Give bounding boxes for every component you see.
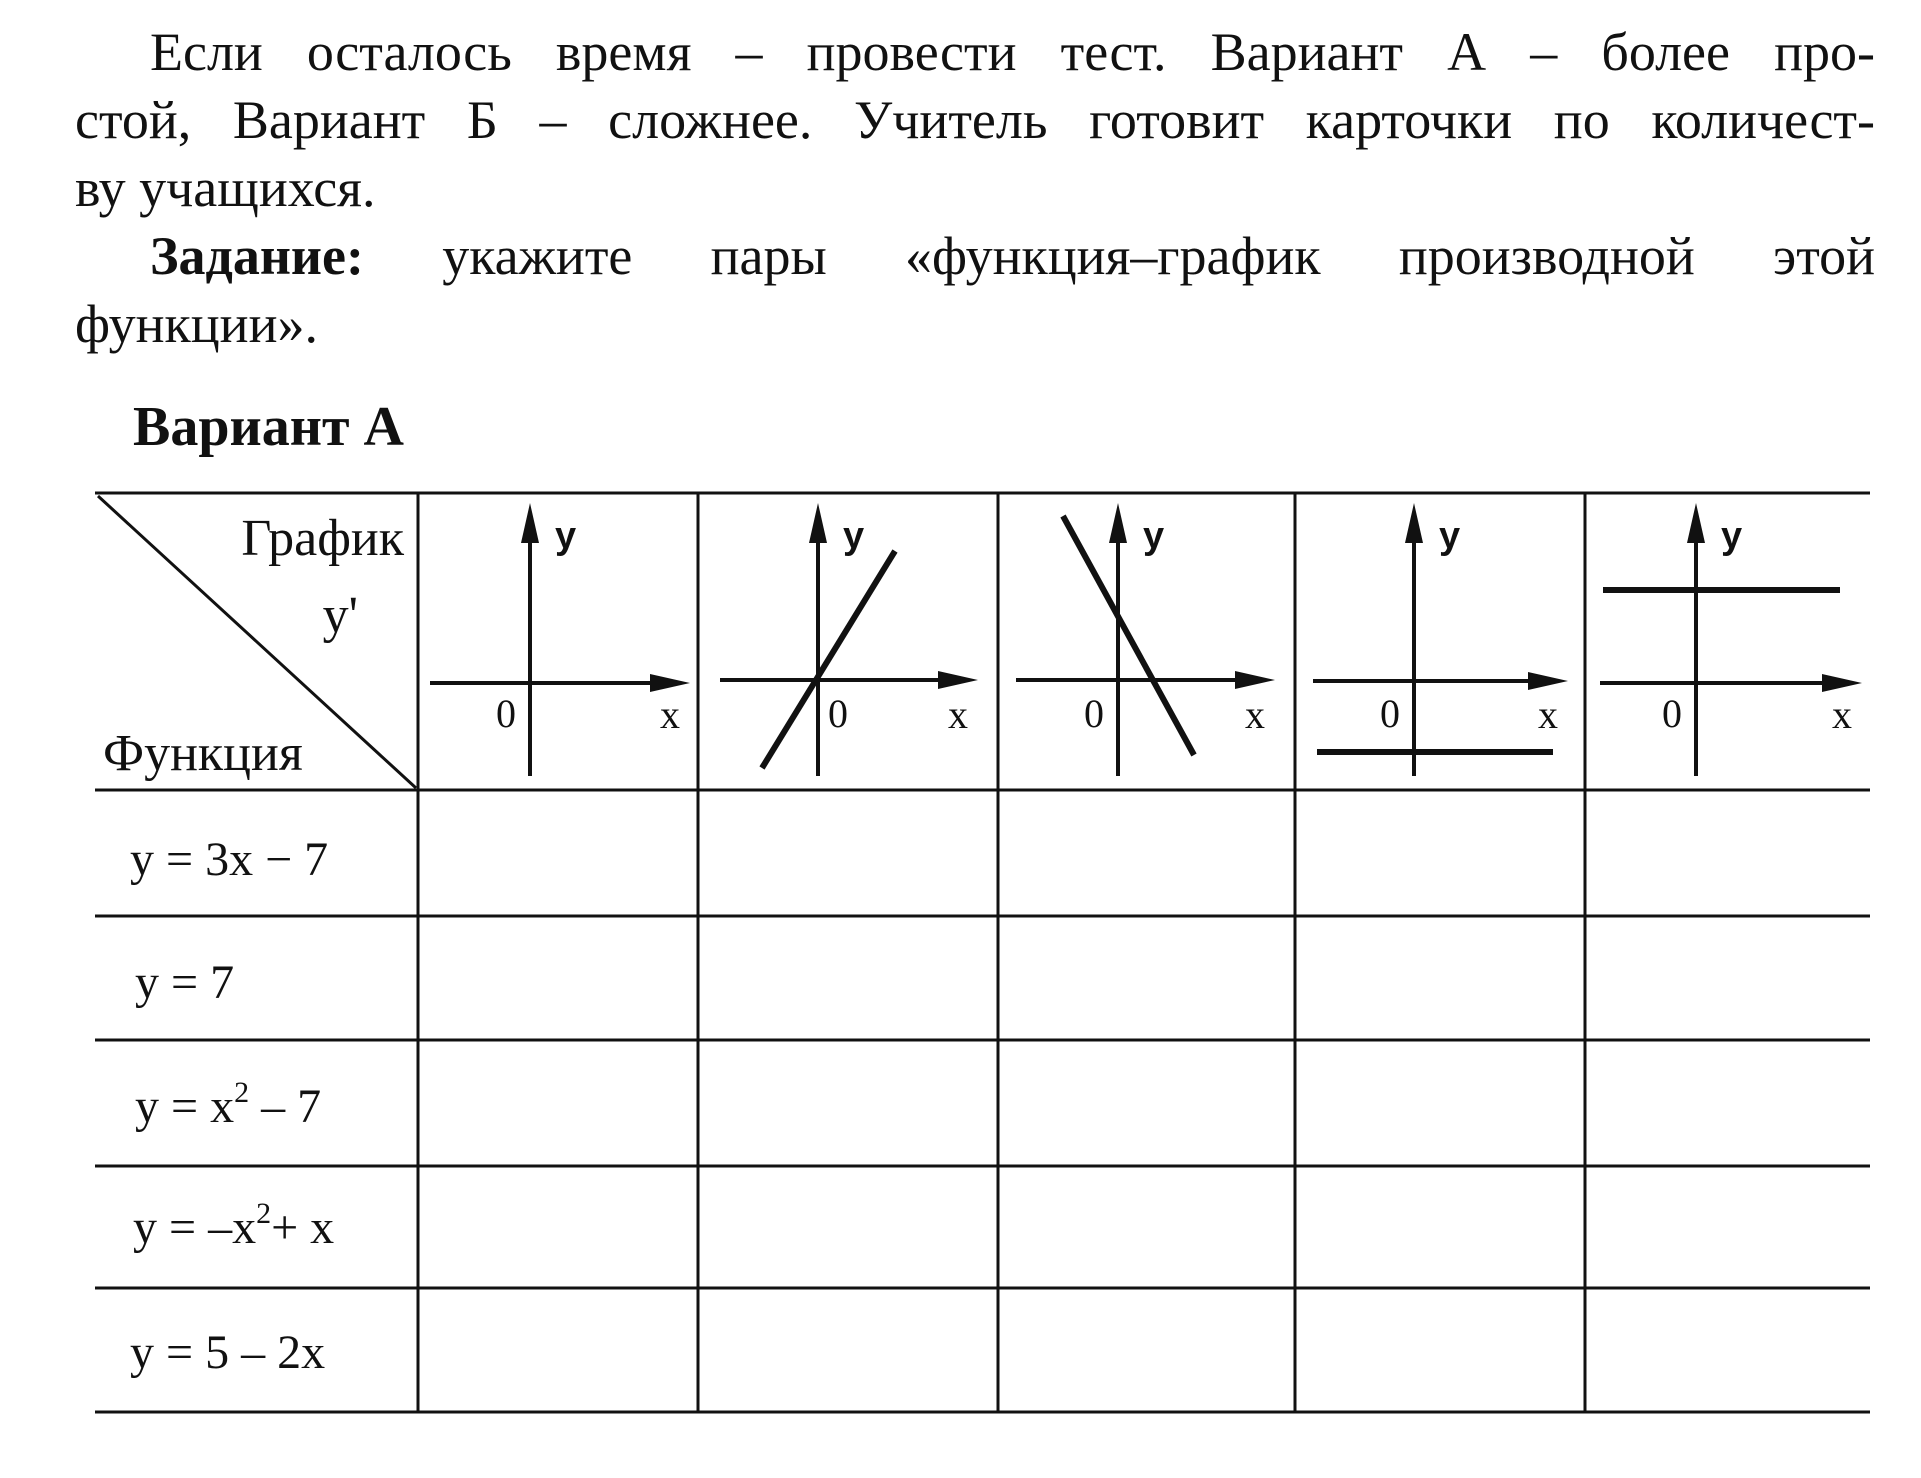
function-row-4 — [133, 1197, 334, 1254]
answer-cell-r2-c5[interactable] — [1587, 918, 1868, 1038]
graph-4-x-label: x — [1538, 692, 1558, 737]
answer-cell-r5-c3[interactable] — [1000, 1290, 1293, 1410]
graph-2-y-arrow-icon — [809, 503, 827, 543]
graph-5-y-arrow-icon — [1687, 503, 1705, 543]
graph-1-y-label: y — [555, 515, 577, 557]
graph-5-origin-label: 0 — [1662, 691, 1682, 736]
answer-cell-r1-c2[interactable] — [700, 792, 996, 914]
function-row-5: y = 5 – 2x — [130, 1326, 326, 1379]
task-line-2: функции». — [75, 294, 318, 354]
graph-4-origin-label: 0 — [1380, 691, 1400, 736]
graph-3-x-arrow-icon — [1235, 671, 1275, 689]
answer-cell-r5-c4[interactable] — [1297, 1290, 1583, 1410]
intro-line-1: Если осталось время – провести тест. Вариант А – более про- — [150, 22, 1875, 82]
function-row-3-base: y = x — [135, 1080, 235, 1133]
answer-cell-r2-c4[interactable] — [1297, 918, 1583, 1038]
graph-1-x-label: x — [660, 692, 680, 737]
function-row-3-tail: – 7 — [249, 1080, 322, 1133]
answer-cell-r1-c3[interactable] — [1000, 792, 1293, 914]
answer-cell-r4-c5[interactable] — [1587, 1168, 1868, 1286]
answer-cell-r5-c1[interactable] — [420, 1290, 696, 1410]
answer-cell-r3-c5[interactable] — [1587, 1042, 1868, 1164]
graph-4-x-arrow-icon — [1528, 672, 1568, 690]
answer-cell-r3-c1[interactable] — [420, 1042, 696, 1164]
function-row-2: y = 7 — [135, 956, 235, 1009]
graph-3-y-arrow-icon — [1109, 503, 1127, 543]
graph-1-y-arrow-icon — [521, 503, 539, 543]
intro-line-3: ву учащихся. — [75, 158, 376, 218]
corner-top-sublabel: y' — [322, 587, 358, 644]
derivative-graphs — [430, 503, 1862, 776]
answer-cell-r4-c4[interactable] — [1297, 1168, 1583, 1286]
graph-4-y-label: y — [1439, 515, 1461, 557]
graph-2-y-label: y — [843, 515, 865, 557]
answer-cell-r1-c4[interactable] — [1297, 792, 1583, 914]
answer-cell-r3-c4[interactable] — [1297, 1042, 1583, 1164]
function-row-4-exponent: 2 — [256, 1197, 272, 1230]
function-row-4-tail: + x — [271, 1201, 335, 1254]
answer-cell-r4-c1[interactable] — [420, 1168, 696, 1286]
answer-cell-r3-c2[interactable] — [700, 1042, 996, 1164]
graph-1-x-arrow-icon — [650, 674, 690, 692]
graph-3-origin-label: 0 — [1084, 691, 1104, 736]
answer-cell-r2-c2[interactable] — [700, 918, 996, 1038]
graph-3-falling-line-icon — [1016, 503, 1275, 776]
answer-cell-r2-c3[interactable] — [1000, 918, 1293, 1038]
answer-cell-r5-c2[interactable] — [700, 1290, 996, 1410]
answer-cell-r4-c3[interactable] — [1000, 1168, 1293, 1286]
graph-4-negative-constant-icon — [1313, 503, 1568, 776]
function-row-3 — [135, 1076, 321, 1133]
intro-line-2: стой, Вариант Б – сложнее. Учитель готовит карточки по количест- — [75, 90, 1875, 150]
graph-1-origin-label: 0 — [496, 691, 516, 736]
function-row-1: y = 3x − 7 — [130, 833, 329, 886]
graph-2-x-label: x — [948, 692, 968, 737]
graph-4-y-arrow-icon — [1405, 503, 1423, 543]
corner-header — [103, 510, 405, 782]
function-row-4-base: y = –x — [133, 1201, 257, 1254]
task-label: Задание: — [150, 226, 364, 286]
answer-cell-r3-c3[interactable] — [1000, 1042, 1293, 1164]
graph-3-plot-line — [1063, 516, 1194, 755]
answer-cell-r5-c5[interactable] — [1587, 1290, 1868, 1410]
corner-bottom-label: Функция — [103, 725, 303, 782]
answer-cells — [420, 792, 1868, 1410]
graph-2-origin-label: 0 — [828, 691, 848, 736]
task-text: укажите пары «функция–график производной этой — [364, 226, 1875, 286]
answer-cell-r2-c1[interactable] — [420, 918, 696, 1038]
answer-cell-r4-c2[interactable] — [700, 1168, 996, 1286]
graph-3-y-label: y — [1143, 515, 1165, 557]
graph-3-x-label: x — [1245, 692, 1265, 737]
graph-5-positive-constant-icon — [1600, 503, 1862, 776]
variant-title: Вариант А — [133, 396, 404, 458]
graph-5-x-label: x — [1832, 692, 1852, 737]
graph-1-empty-axes-icon — [430, 503, 690, 776]
graph-2-rising-line-icon — [720, 503, 978, 776]
answer-cell-r1-c1[interactable] — [420, 792, 696, 914]
corner-top-label: График — [241, 510, 404, 567]
function-row-3-exponent: 2 — [234, 1076, 250, 1109]
graph-5-x-arrow-icon — [1822, 674, 1862, 692]
graph-5-y-label: y — [1721, 515, 1743, 557]
answer-cell-r1-c5[interactable] — [1587, 792, 1868, 914]
graph-2-x-arrow-icon — [938, 671, 978, 689]
